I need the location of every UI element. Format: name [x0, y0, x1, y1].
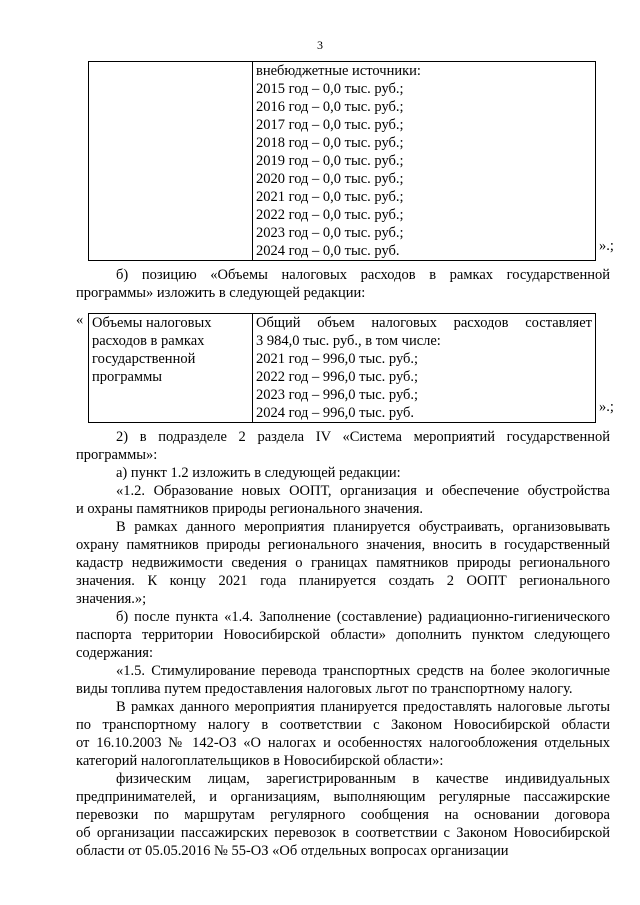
text-line: Общий объем налоговых расходов составляет	[256, 315, 592, 331]
tax-expenses-label-cell	[89, 314, 253, 423]
text-line: перевозки по маршрутам регулярного сообщения на основании договора	[76, 807, 610, 823]
text-line: от 16.10.2003 № 142-ОЗ «О налогах и особенностях налогообложения отдельных	[76, 735, 610, 751]
body-paragraph	[76, 428, 610, 464]
text-line: В рамках данного мероприятия планируется обустраивать, организовывать	[116, 519, 610, 535]
text-line: программы	[92, 369, 162, 385]
text-line: 2023 год – 996,0 тыс. руб.;	[256, 387, 419, 403]
text-line: содержания:	[76, 645, 154, 661]
text-line: 2024 год – 996,0 тыс. руб.	[256, 405, 415, 421]
text-line: 2018 год – 0,0 тыс. руб.;	[256, 135, 404, 151]
text-line: государственной	[92, 351, 196, 367]
text-line: В рамках данного мероприятия планируется предоставлять налоговые льготы	[116, 699, 610, 715]
text-line: 2022 год – 0,0 тыс. руб.;	[256, 207, 404, 223]
body-paragraph	[76, 698, 610, 770]
text-line: охрану памятников природы регионального значения, вносить в государственный	[76, 537, 610, 553]
text-line: значения. К концу 2021 года планируется создать 2 ООПТ регионального	[76, 573, 610, 589]
text-line: расходов в рамках	[92, 333, 205, 349]
page-number: 3	[317, 38, 323, 52]
text-line: категорий налогоплательщиков в Новосибирской области»:	[76, 753, 444, 769]
text-line: 2022 год – 996,0 тыс. руб.;	[256, 369, 419, 385]
text-line: 3 984,0 тыс. руб., в том числе:	[256, 333, 441, 349]
tax-expenses-table	[88, 313, 596, 423]
text-line: Объемы налоговых	[92, 315, 212, 331]
text-line: предпринимателей, и организациям, выполняющим регулярные пассажирские	[76, 789, 610, 805]
body-paragraph	[76, 464, 610, 482]
sources-table	[88, 61, 596, 261]
text-line: б) после пункта «1.4. Заполнение (составление) радиационно-гигиенического	[116, 609, 610, 625]
paragraph-line: б) позицию «Объемы налоговых расходов в рамках государственной	[116, 267, 610, 283]
text-line: 2020 год – 0,0 тыс. руб.;	[256, 171, 404, 187]
text-line: «1.2. Образование новых ООПТ, организация и обеспечение обустройства	[116, 483, 610, 499]
tax-expenses-values-cell	[253, 314, 596, 423]
sources-table-right-cell	[253, 62, 596, 261]
text-line: 2021 год – 996,0 тыс. руб.;	[256, 351, 419, 367]
text-line: 2015 год – 0,0 тыс. руб.;	[256, 81, 404, 97]
closing-quote-2: ».;	[599, 399, 614, 415]
body-paragraph	[76, 662, 610, 698]
text-line: программы»:	[76, 447, 158, 463]
text-line: а) пункт 1.2 изложить в следующей редакции:	[116, 465, 401, 481]
text-line: внебюджетные источники:	[256, 63, 421, 79]
text-line: 2017 год – 0,0 тыс. руб.;	[256, 117, 404, 133]
body-text	[76, 428, 610, 860]
body-paragraph	[76, 608, 610, 662]
paragraph-line: программы» изложить в следующей редакции:	[76, 285, 366, 301]
text-line: «1.5. Стимулирование перевода транспортных средств на более экологичные	[116, 663, 610, 679]
text-line: виды топлива путем предоставления налоговых льгот по транспортному налогу.	[76, 681, 573, 697]
text-line: кадастр недвижимости сведения о границах памятников природы регионального	[76, 555, 610, 571]
closing-quote-1: ».;	[599, 238, 614, 254]
opening-quote: «	[76, 312, 84, 328]
body-paragraph	[76, 770, 610, 860]
text-line: 2016 год – 0,0 тыс. руб.;	[256, 99, 404, 115]
text-line: 2021 год – 0,0 тыс. руб.;	[256, 189, 404, 205]
text-line: и охраны памятников природы регионального значения.	[76, 501, 424, 517]
text-line: 2019 год – 0,0 тыс. руб.;	[256, 153, 404, 169]
body-paragraph	[76, 482, 610, 518]
text-line: 2) в подразделе 2 раздела IV «Система мероприятий государственной	[116, 429, 610, 445]
text-line: 2024 год – 0,0 тыс. руб.	[256, 243, 400, 259]
text-line: значения.»;	[76, 591, 147, 607]
text-line: 2023 год – 0,0 тыс. руб.;	[256, 225, 404, 241]
text-line: паспорта территории Новосибирской области» дополнить пунктом следующего	[76, 627, 610, 643]
text-line: об организации пассажирских перевозок в соответствии с Законом Новосибирской	[76, 825, 610, 841]
text-line: физическим лицам, зарегистрированным в качестве индивидуальных	[116, 771, 610, 787]
body-paragraph	[76, 518, 610, 608]
paragraph-b-position	[76, 266, 610, 302]
sources-table-left-cell	[89, 62, 253, 261]
text-line: по транспортному налогу в соответствии с Законом Новосибирской области	[76, 717, 610, 733]
text-line: области от 05.05.2016 № 55-ОЗ «Об отдельных вопросах организации	[76, 843, 509, 859]
